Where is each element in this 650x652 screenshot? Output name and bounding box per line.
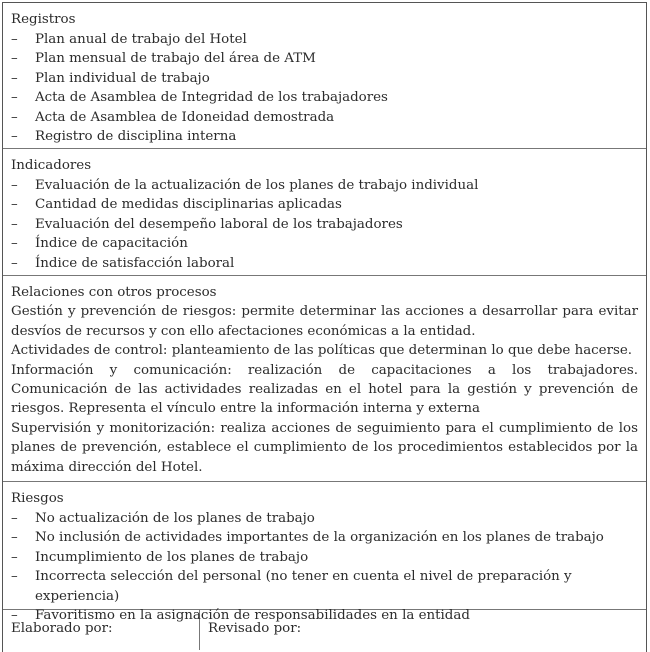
dash-mark: – [11,236,18,251]
dash-mark: – [11,90,18,105]
list-item [11,108,638,128]
list-item [11,69,638,89]
list-item-text: Registro de disciplina interna [35,129,237,144]
relaciones-title: Relaciones con otros procesos [11,285,217,300]
dash-mark: – [11,530,18,545]
relaciones-section [3,276,646,482]
dash-mark: – [11,129,18,144]
list-item-text: Incumplimiento de los planes de trabajo [35,549,309,565]
list-item-text: Índice de capacitación [35,236,188,251]
list-item-text: Incorrecta selección del personal (no tener en cuenta el nivel de preparación y experiencia) [35,569,572,604]
list-item [11,215,638,235]
registros-list [11,30,638,147]
list-item [11,30,638,50]
list-item [11,548,638,568]
list-item [11,176,638,196]
list-item-text: Acta de Asamblea de Idoneidad demostrada [35,109,335,125]
revisado-label: Revisado por: [208,621,302,636]
dash-mark: – [11,569,18,584]
list-item-text: Plan anual de trabajo del Hotel [35,31,247,47]
list-item [11,88,638,108]
relacion-paragraph: Actividades de control: planteamiento de las políticas que determinan lo que debe hacerse. [11,343,633,359]
dash-mark: – [11,216,18,232]
list-item [11,254,638,274]
list-item [11,528,638,548]
dash-mark: – [11,549,18,565]
dash-mark: – [11,177,18,193]
riesgos-title: Riesgos [11,491,64,506]
registros-section [3,3,646,149]
list-item-text: Índice de satisfacción laboral [35,255,235,271]
list-item-text: Evaluación de la actualización de los planes de trabajo individual [35,177,479,193]
dash-mark: – [11,31,18,47]
indicadores-title: Indicadores [11,158,92,173]
list-item-text: Cantidad de medidas disciplinarias aplicadas [35,197,342,212]
list-item-text: Plan mensual de trabajo del área de ATM [35,51,316,66]
dash-mark: – [11,510,18,526]
list-item [11,127,638,147]
list-item-text: Plan individual de trabajo [35,70,210,86]
riesgos-list [11,509,638,626]
registros-title: Registros [11,12,76,27]
indicadores-list [11,176,638,274]
list-item [11,567,638,606]
elaborado-label: Elaborado por: [11,621,113,636]
process-sheet [2,2,647,652]
list-item-text: Evaluación del desempeño laboral de los trabajadores [35,216,403,232]
dash-mark: – [11,255,18,271]
dash-mark: – [11,608,18,623]
list-item-text: Favoritismo en la asignación de responsabilidades en la entidad [35,608,470,623]
indicadores-section [3,149,646,276]
relacion-paragraph: Supervisión y monitorización: realiza acciones de seguimiento para el cumplimiento de los planes de prevención, establece el cumplimiento de los procedimientos establecidos por la máxima dirección del Hotel. [11,420,638,475]
dash-mark: – [11,109,18,125]
list-item-text: Acta de Asamblea de Integridad de los trabajadores [35,90,388,105]
dash-mark: – [11,51,18,66]
list-item [11,49,638,69]
list-item-text: No actualización de los planes de trabajo [35,510,315,526]
relacion-paragraph: Gestión y prevención de riesgos: permite determinar las acciones a desarrollar para evitar desvíos de recursos y con ello afectaciones económicas a la entidad. [11,304,638,339]
list-item [11,606,638,626]
list-item [11,195,638,215]
riesgos-section [3,482,646,623]
relacion-paragraph: Información y comunicación: realización de capacitaciones a los trabajadores. Comunicación de las actividades realizadas en el hotel para la gestión y prevención de riesgos. Representa el vínculo entre la información interna y externa [11,362,638,417]
dash-mark: – [11,197,18,212]
list-item [11,509,638,529]
list-item-text: No inclusión de actividades importantes de la organización en los planes de trabajo [35,530,604,545]
list-item [11,234,638,254]
dash-mark: – [11,70,18,86]
